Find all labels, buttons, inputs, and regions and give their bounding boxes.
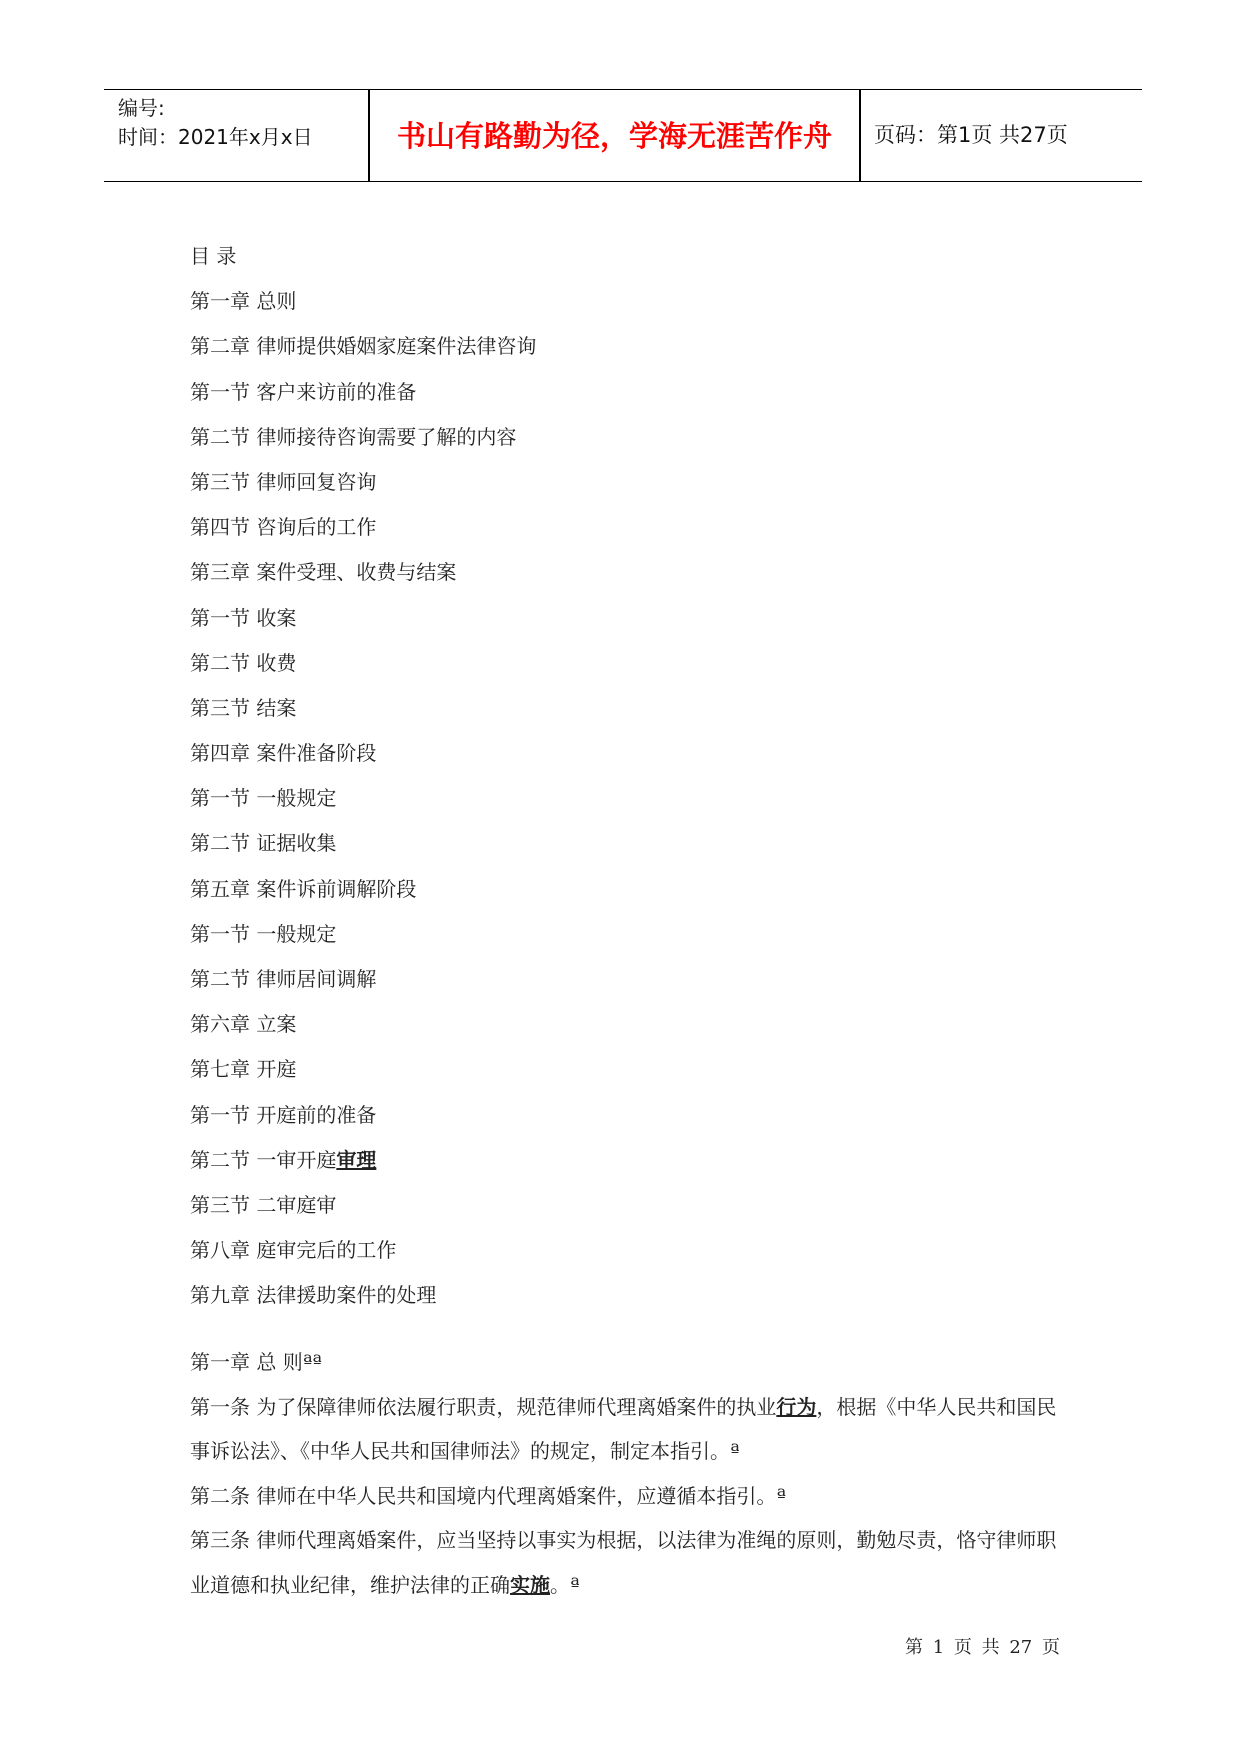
article-1-text: 第一条 为了保障律师依法履行职责，规范律师代理离婚案件的执业 xyxy=(190,1394,777,1419)
toc-entry-text: 第三章 案件受理、收费与结案 xyxy=(190,560,457,585)
toc-entry xyxy=(190,1234,536,1279)
toc-title-text: 目 录 xyxy=(190,244,237,268)
toc-entry-text: 第六章 立案 xyxy=(190,1012,297,1037)
toc-entry xyxy=(190,1279,536,1324)
article-3-link[interactable]: 实施 xyxy=(510,1572,550,1597)
toc-entry xyxy=(190,1008,536,1053)
header-page-indicator: 页码：第1页 共27页 xyxy=(874,123,1068,147)
toc-entry xyxy=(190,1189,536,1234)
toc-entry-text: 第七章 开庭 xyxy=(190,1057,297,1082)
article-3-text: 第三条 律师代理离婚案件，应当坚持以事实为根据，以法律为准绳的原则，勤勉尽责，恪守律师职业道德和执业纪律，维护法律的正确 xyxy=(190,1528,1057,1597)
toc-entry-text: 第九章 法律援助案件的处理 xyxy=(190,1283,437,1308)
toc-entry-text: 第四节 咨询后的工作 xyxy=(190,515,377,540)
toc-entry xyxy=(190,918,536,963)
toc-entry-text: 第二节 一审开庭 xyxy=(190,1147,337,1172)
table-of-contents xyxy=(190,240,536,1325)
toc-entry-text: 第八章 庭审完后的工作 xyxy=(190,1238,397,1263)
toc-entry-text: 第一节 收案 xyxy=(190,605,297,630)
serial-number-label: 编号: xyxy=(118,96,165,120)
article-3-text-end: 。ª xyxy=(550,1572,580,1597)
toc-entry-text: 第一节 一般规定 xyxy=(190,921,337,946)
toc-entry-text: 第三节 结案 xyxy=(190,695,297,720)
toc-entry xyxy=(190,466,536,511)
toc-entry-text: 第二节 律师接待咨询需要了解的内容 xyxy=(190,424,517,449)
toc-entry xyxy=(190,556,536,601)
toc-entry xyxy=(190,873,536,918)
header-meta xyxy=(118,94,313,152)
article-3 xyxy=(190,1518,1060,1607)
toc-title xyxy=(190,240,536,285)
toc-entry xyxy=(190,376,536,421)
toc-entry xyxy=(190,330,536,375)
page-header xyxy=(104,89,1142,182)
toc-entry-text: 第一节 开庭前的准备 xyxy=(190,1102,377,1127)
toc-entry xyxy=(190,421,536,466)
article-1-text-end: ，根据《中华人民共和国民事诉讼法》、《中华人民共和国律师法》的规定，制定本指引。ª xyxy=(190,1394,1057,1463)
toc-entry xyxy=(190,602,536,647)
article-1-link[interactable]: 行为 xyxy=(776,1394,817,1419)
toc-entry xyxy=(190,827,536,872)
toc-entry xyxy=(190,1053,536,1098)
toc-entry-text: 第一节 客户来访前的准备 xyxy=(190,379,417,404)
toc-entry xyxy=(190,285,536,330)
toc-entry-text: 第三节 律师回复咨询 xyxy=(190,469,377,494)
header-motto: 书山有路勤为径，学海无涯苦作舟 xyxy=(396,119,832,153)
toc-entry xyxy=(190,511,536,556)
toc-entry xyxy=(190,647,536,692)
date-label: 时间：2021年x月x日 xyxy=(118,125,313,149)
toc-entry-text: 第一节 一般规定 xyxy=(190,786,337,811)
toc-entry xyxy=(190,1099,536,1144)
toc-entry-text: 第五章 案件诉前调解阶段 xyxy=(190,876,417,901)
toc-entry-link[interactable]: 审理 xyxy=(336,1147,377,1172)
toc-entry xyxy=(190,963,536,1008)
chapter-heading: 第一章 总 则ªª xyxy=(190,1350,322,1374)
toc-entry-text: 第二节 律师居间调解 xyxy=(190,967,377,991)
toc-entry-text: 第一章 总则 xyxy=(190,289,297,314)
page-footer: 第 1 页 共 27 页 xyxy=(905,1637,1060,1658)
article-1 xyxy=(190,1385,1060,1474)
toc-entry-text: 第二节 收费 xyxy=(190,650,297,675)
document-body xyxy=(190,1340,1060,1607)
toc-entry-text: 第四章 案件准备阶段 xyxy=(190,741,377,766)
header-divider xyxy=(859,90,861,181)
toc-entry xyxy=(190,1144,536,1189)
toc-entry xyxy=(190,692,536,737)
article-2: 第二条 律师在中华人民共和国境内代理离婚案件，应遵循本指引。ª xyxy=(190,1483,786,1508)
toc-entry xyxy=(190,782,536,827)
toc-entry-text: 第三节 二审庭审 xyxy=(190,1192,337,1217)
toc-entry xyxy=(190,737,536,782)
toc-entry-text: 第二节 证据收集 xyxy=(190,831,337,856)
toc-entry-text: 第二章 律师提供婚姻家庭案件法律咨询 xyxy=(190,334,537,359)
